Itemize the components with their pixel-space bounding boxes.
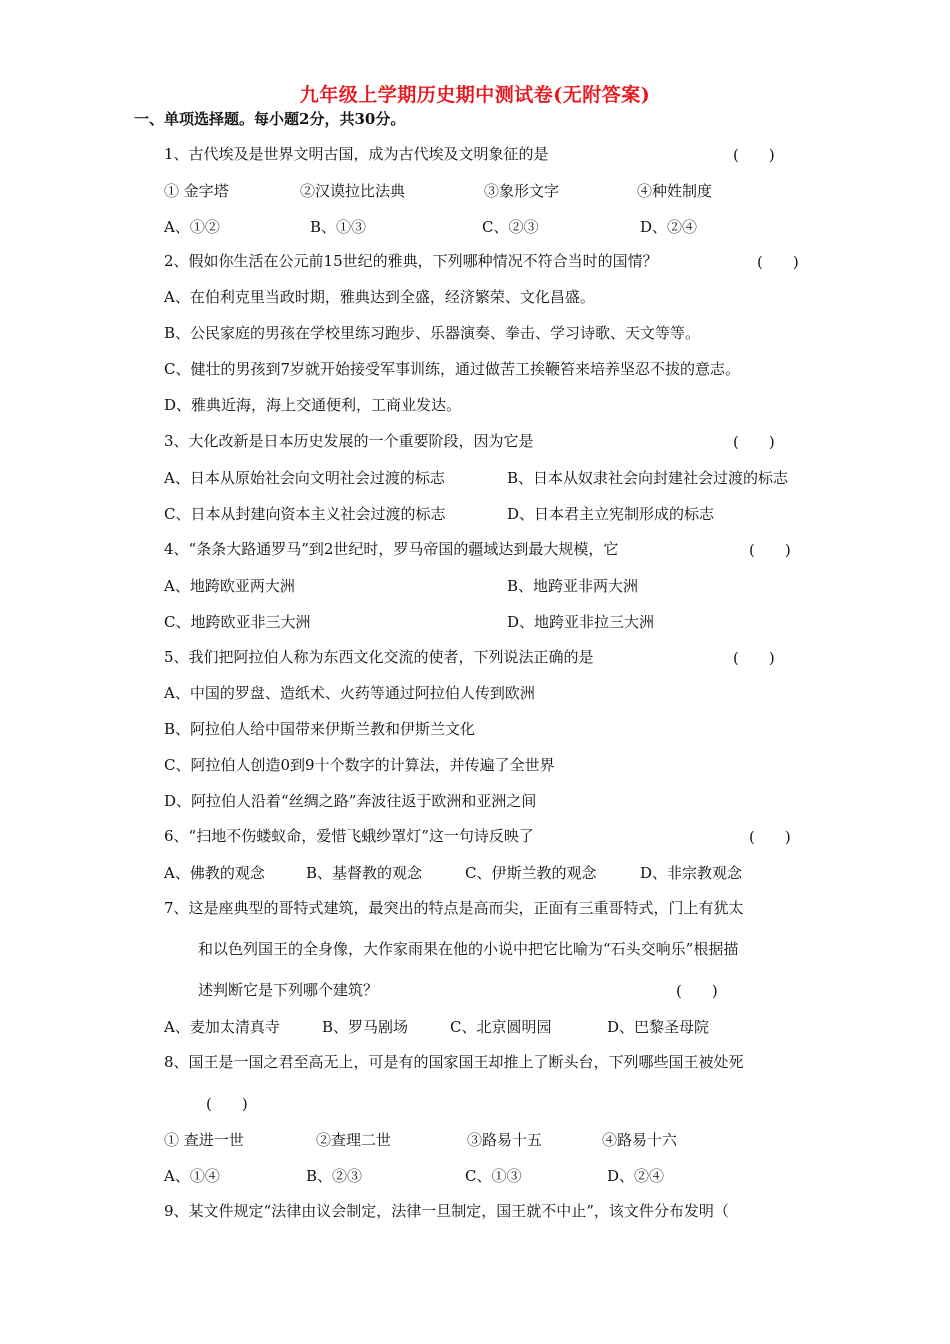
question-3-blank: ( ) — [733, 433, 775, 451]
question-5-option: D、阿拉伯人沿着“丝绸之路”奔波往返于欧洲和亚洲之间 — [164, 792, 537, 810]
question-2-option: D、雅典近海，海上交通便利，工商业发达。 — [164, 396, 462, 414]
question-4-option: D、地跨亚非拉三大洲 — [507, 613, 655, 631]
question-8-item: ④路易十六 — [602, 1131, 678, 1149]
question-2-blank: ( ) — [757, 253, 799, 271]
section-heading: 一、单项选择题。每小题2分，共30分。 — [134, 110, 406, 128]
question-4-stem: 4、“条条大路通罗马”到2世纪时，罗马帝国的疆域达到最大规模，它 — [164, 540, 619, 558]
question-5-blank: ( ) — [733, 649, 775, 667]
question-4-option: C、地跨欧亚非三大洲 — [164, 613, 311, 631]
question-8-item: ③路易十五 — [467, 1131, 543, 1149]
question-4-option: B、地跨亚非两大洲 — [507, 577, 639, 595]
question-5-option: B、阿拉伯人给中国带来伊斯兰教和伊斯兰文化 — [164, 720, 476, 738]
question-6-blank: ( ) — [749, 828, 791, 846]
question-3-option: C、日本从封建向资本主义社会过渡的标志 — [164, 505, 446, 523]
question-8-option: B、②③ — [306, 1167, 363, 1185]
page-title: 九年级上学期历史期中测试卷(无附答案) — [299, 84, 651, 106]
question-7-option: C、北京圆明园 — [450, 1018, 552, 1036]
question-7-option: B、罗马剧场 — [322, 1018, 409, 1036]
question-1-item: ③象形文字 — [484, 182, 560, 200]
question-1-option: C、②③ — [482, 218, 539, 236]
question-7-stem: 和以色列国王的全身像，大作家雨果在他的小说中把它比喻为“石头交响乐”根据描 — [198, 940, 739, 958]
question-2-option: C、健壮的男孩到7岁就开始接受军事训练，通过做苦工挨鞭笞来培养坚忍不拔的意志。 — [164, 360, 741, 378]
question-3-option: B、日本从奴隶社会向封建社会过渡的标志 — [507, 469, 789, 487]
question-7-option: A、麦加太清真寺 — [164, 1018, 280, 1036]
question-7-stem: 7、这是座典型的哥特式建筑，最突出的特点是高而尖，正面有三重哥特式，门上有犹太 — [164, 899, 744, 917]
question-6-option: C、伊斯兰教的观念 — [465, 864, 597, 882]
question-5-stem: 5、我们把阿拉伯人称为东西文化交流的使者，下列说法正确的是 — [164, 648, 594, 666]
question-5-option: A、中国的罗盘、造纸术、火药等通过阿拉伯人传到欧洲 — [164, 684, 535, 702]
question-8-item: ① 查进一世 — [164, 1131, 244, 1149]
question-1-blank: ( ) — [733, 146, 775, 164]
question-2-option: A、在伯利克里当政时期，雅典达到全盛，经济繁荣、文化昌盛。 — [164, 288, 595, 306]
question-3-stem: 3、大化改新是日本历史发展的一个重要阶段，因为它是 — [164, 432, 534, 450]
question-3-option: D、日本君主立宪制形成的标志 — [507, 505, 715, 523]
question-8-blank: ( ) — [206, 1095, 248, 1113]
question-1-item: ②汉谟拉比法典 — [300, 182, 406, 200]
question-8-option: D、②④ — [607, 1167, 665, 1185]
question-1-option: D、②④ — [640, 218, 698, 236]
question-1-option: B、①③ — [310, 218, 367, 236]
question-7-stem: 述判断它是下列哪个建筑？ — [198, 981, 379, 999]
question-6-option: D、非宗教观念 — [640, 864, 743, 882]
question-1-item: ① 金字塔 — [164, 182, 229, 200]
question-6-option: A、佛教的观念 — [164, 864, 265, 882]
question-1-option: A、①② — [164, 218, 220, 236]
question-8-option: C、①③ — [465, 1167, 522, 1185]
question-8-option: A、①④ — [164, 1167, 220, 1185]
question-1-item: ④种姓制度 — [637, 182, 713, 200]
question-2-option: B、公民家庭的男孩在学校里练习跑步、乐器演奏、拳击、学习诗歌、天文等等。 — [164, 324, 701, 342]
question-4-blank: ( ) — [749, 541, 791, 559]
question-7-blank: ( ) — [676, 982, 718, 1000]
question-8-item: ②查理二世 — [316, 1131, 392, 1149]
question-8-stem: 8、国王是一国之君至高无上，可是有的国家国王却推上了断头台，下列哪些国王被处死 — [164, 1053, 744, 1071]
question-3-option: A、日本从原始社会向文明社会过渡的标志 — [164, 469, 445, 487]
question-6-option: B、基督教的观念 — [306, 864, 423, 882]
question-1-stem: 1、古代埃及是世界文明古国，成为古代埃及文明象征的是 — [164, 145, 549, 163]
question-4-option: A、地跨欧亚两大洲 — [164, 577, 295, 595]
question-7-option: D、巴黎圣母院 — [607, 1018, 710, 1036]
question-2-stem: 2、假如你生活在公元前15世纪的雅典，下列哪种情况不符合当时的国情？ — [164, 252, 658, 270]
question-5-option: C、阿拉伯人创造0到9十个数字的计算法，并传遍了全世界 — [164, 756, 555, 774]
question-9-stem: 9、某文件规定“法律由议会制定，法律一旦制定，国王就不中止”，该文件分布发明（ — [164, 1202, 729, 1220]
question-6-stem: 6、“扫地不伤蝼蚁命，爱惜飞蛾纱罩灯”这一句诗反映了 — [164, 827, 534, 845]
